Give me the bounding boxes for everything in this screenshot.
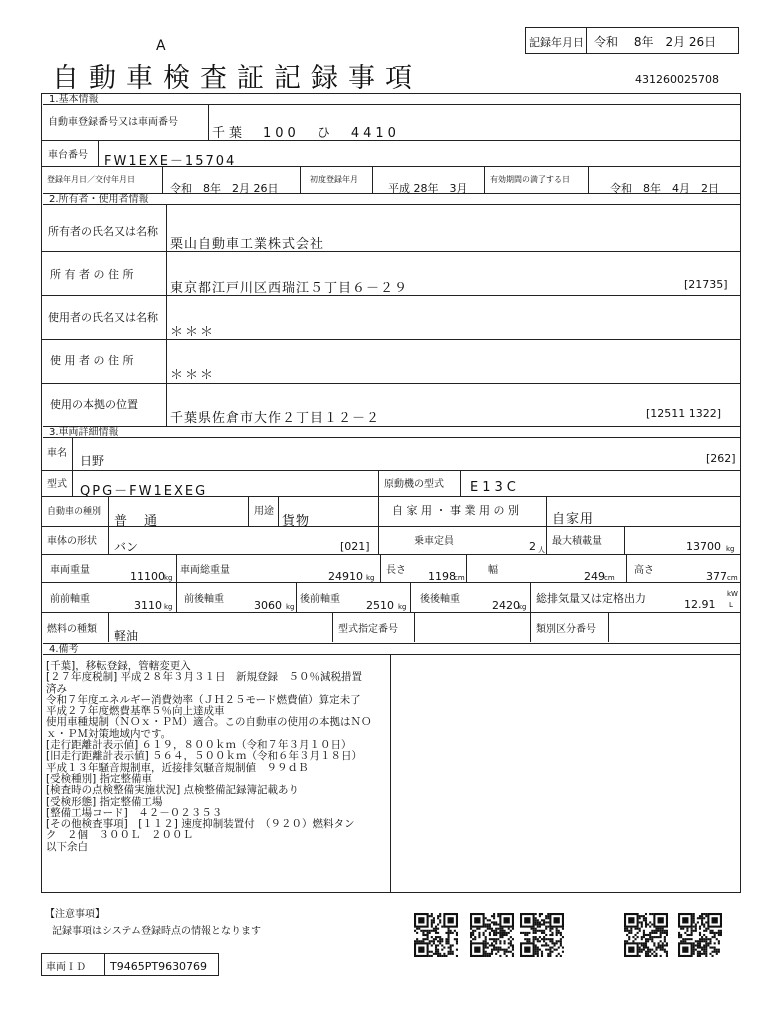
ff-axle-unit: kg	[164, 603, 173, 611]
chassis-label: 車台番号	[48, 150, 88, 161]
rr-axle-unit: kg	[518, 603, 527, 611]
section-3-header: 3.車両詳細情報	[43, 426, 741, 438]
owner-name-label: 所有者の氏名又は名称	[48, 225, 158, 238]
remark-line: 令和７年度エネルギー消費効率（ＪＨ２５モード燃費値）算定未了	[46, 693, 361, 706]
business-label: 自 家 用 ・ 事 業 用 の 別	[392, 504, 519, 517]
chassis-value: FW1EXE－15704	[104, 154, 237, 169]
use-label: 用途	[254, 506, 274, 517]
load-value: 13700	[686, 540, 721, 553]
remark-line: [検査時の点検整備実施状況] 点検整備記録簿記載あり	[46, 784, 300, 797]
body-label: 車体の形状	[47, 536, 97, 547]
length-value: 1198	[428, 570, 456, 583]
remark-line: [整備工場コード] ４２－０２３５３	[46, 806, 223, 819]
remark-line: [旧走行距離計表示値] ５６４，５００ｋｍ（令和６年３月１８日）	[46, 750, 363, 763]
weight-label: 車両重量	[50, 565, 90, 576]
length-unit: cm	[454, 574, 465, 582]
business-value: 自家用	[552, 512, 595, 527]
engine-label: 原動機の型式	[384, 479, 444, 490]
base-label: 使用の本拠の位置	[50, 398, 138, 411]
load-unit: kg	[726, 545, 735, 553]
owner-addr-code: [21735]	[684, 278, 728, 291]
fuel-value: 軽油	[114, 629, 139, 643]
capacity-label: 乗車定員	[414, 536, 454, 547]
qr-code-4	[624, 913, 668, 957]
rf-axle-unit: kg	[398, 603, 407, 611]
expiry-label: 有効期間の満了する日	[490, 175, 570, 184]
remark-line: [走行距離計表示値] ６１９，８００ｋｍ（令和７年３月１０日）	[46, 739, 352, 752]
class-no-label: 類別区分番号	[536, 624, 596, 635]
fr-axle-value: 3060	[254, 599, 282, 612]
load-label: 最大積載量	[552, 536, 602, 547]
width-unit: cm	[604, 574, 615, 582]
maker-value: 日野	[80, 454, 105, 468]
section-4-header: 4.備考	[43, 643, 741, 655]
height-unit: cm	[727, 574, 738, 582]
record-date-label: 記録年月日	[529, 36, 584, 49]
body-code: [021]	[340, 540, 370, 553]
mark-a: A	[156, 38, 166, 54]
fuel-label: 燃料の種類	[47, 624, 97, 635]
remark-line: ｘ・ＰＭ対策地域内です。	[46, 727, 172, 740]
fr-axle-label: 前後軸重	[184, 594, 224, 605]
user-name-value: ＊＊＊	[170, 325, 216, 340]
body-value: バン	[114, 540, 139, 554]
doc-number: 431260025708	[635, 73, 719, 86]
qr-code-3	[520, 913, 564, 957]
ff-axle-label: 前前軸重	[50, 594, 90, 605]
disp-unit-kw: kW	[727, 590, 738, 598]
section-2-header: 2.所有者・使用者情報	[43, 193, 741, 205]
reg-label: 自動車登録番号又は車両番号	[48, 117, 178, 128]
notes-title: 【注意事項】	[45, 909, 105, 920]
height-label: 高さ	[634, 565, 654, 576]
use-value: 貨物	[282, 514, 311, 529]
qr-code-5	[678, 913, 722, 957]
width-value: 249	[584, 570, 605, 583]
vehicle-id-label: 車両ＩＤ	[46, 962, 86, 973]
first-reg-value: 平成 28年 3月	[388, 182, 468, 195]
remarks-text	[46, 661, 386, 853]
capacity-value: 2	[529, 540, 536, 553]
maker-label: 車名	[47, 448, 67, 459]
weight-unit: kg	[164, 574, 173, 582]
rr-axle-value: 2420	[492, 599, 520, 612]
width-label: 幅	[488, 565, 498, 576]
rr-axle-label: 後後軸重	[420, 594, 460, 605]
model-value: QPG－FW1EXEG	[80, 484, 208, 499]
type-no-label: 型式指定番号	[338, 624, 398, 635]
remark-line: [受検種別] 指定整備車	[46, 772, 153, 785]
qr-code-1	[414, 913, 458, 957]
remark-line: 平成１３年騒音規制車，近接排気騒音規制値 ９９ｄＢ	[46, 761, 309, 774]
section-1-header: 1.基本情報	[43, 93, 741, 105]
remark-line: [千葉]，移転登録，管轄変更入	[46, 660, 191, 672]
page-title: 自動車検査証記録事項	[52, 63, 422, 94]
reg-value: 千葉 100 ひ 4410	[212, 126, 400, 141]
gross-unit: kg	[366, 574, 375, 582]
base-value: 千葉県佐倉市大作２丁目１２－２	[170, 411, 381, 426]
rf-axle-label: 後前軸重	[300, 594, 340, 605]
remark-line: 平成２７年度燃費基準５％向上達成車	[46, 705, 225, 718]
remark-line: [受検形態] 指定整備工場	[46, 795, 163, 808]
remark-line: [その他検査事項] [１１２] 速度抑制装置付 （９２０）燃料タン	[46, 818, 355, 831]
model-label: 型式	[47, 479, 67, 490]
issue-label: 登録年月日／交付年月日	[47, 175, 135, 184]
disp-unit-l: L	[729, 601, 733, 609]
user-addr-value: ＊＊＊	[170, 368, 216, 383]
height-value: 377	[706, 570, 727, 583]
maker-code: [262]	[706, 452, 736, 465]
ff-axle-value: 3110	[134, 599, 162, 612]
gross-value: 24910	[328, 570, 363, 583]
kind-label: 自動車の種別	[47, 507, 102, 517]
weight-value: 11100	[130, 570, 165, 583]
disp-label: 総排気量又は定格出力	[536, 592, 646, 605]
first-reg-label: 初度登録年月	[310, 175, 358, 184]
remark-line: [２７年度税制] 平成２８年３月３１日 新規登録 ５０％減税措置	[46, 671, 363, 684]
owner-name-value: 栗山自動車工業株式会社	[170, 237, 325, 252]
issue-value: 令和 8年 2月 26日	[170, 182, 279, 195]
capacity-unit: 人	[538, 546, 545, 554]
base-code: [12511 1322]	[646, 407, 722, 420]
remark-line: 使用車種規制（ＮＯｘ・ＰＭ）適合。この自動車の使用の本拠はＮＯ	[46, 716, 372, 729]
rf-axle-value: 2510	[366, 599, 394, 612]
length-label: 長さ	[386, 565, 406, 576]
owner-addr-label: 所 有 者 の 住 所	[50, 268, 134, 281]
record-date-value: 令和 8年 2月 26日	[594, 35, 717, 49]
qr-code-2	[470, 913, 514, 957]
kind-value: 普 通	[114, 514, 160, 529]
disp-value: 12.91	[684, 598, 716, 611]
fr-axle-unit: kg	[286, 603, 295, 611]
owner-addr-value: 東京都江戸川区西瑞江５丁目６－２９	[170, 281, 409, 296]
gross-label: 車両総重量	[180, 565, 230, 576]
user-addr-label: 使 用 者 の 住 所	[50, 354, 134, 367]
user-name-label: 使用者の氏名又は名称	[48, 311, 158, 324]
engine-value: E13C	[470, 480, 520, 495]
remark-line: 以下余白	[46, 840, 88, 853]
vehicle-id-value: T9465PT9630769	[110, 960, 208, 973]
notes-text: 記録事項はシステム登録時点の情報となります	[52, 926, 261, 937]
expiry-value: 令和 8年 4月 2日	[610, 182, 719, 195]
remark-line: ク ２個 ３００Ｌ ２００Ｌ	[46, 829, 193, 842]
remark-line: 済み	[46, 682, 67, 695]
